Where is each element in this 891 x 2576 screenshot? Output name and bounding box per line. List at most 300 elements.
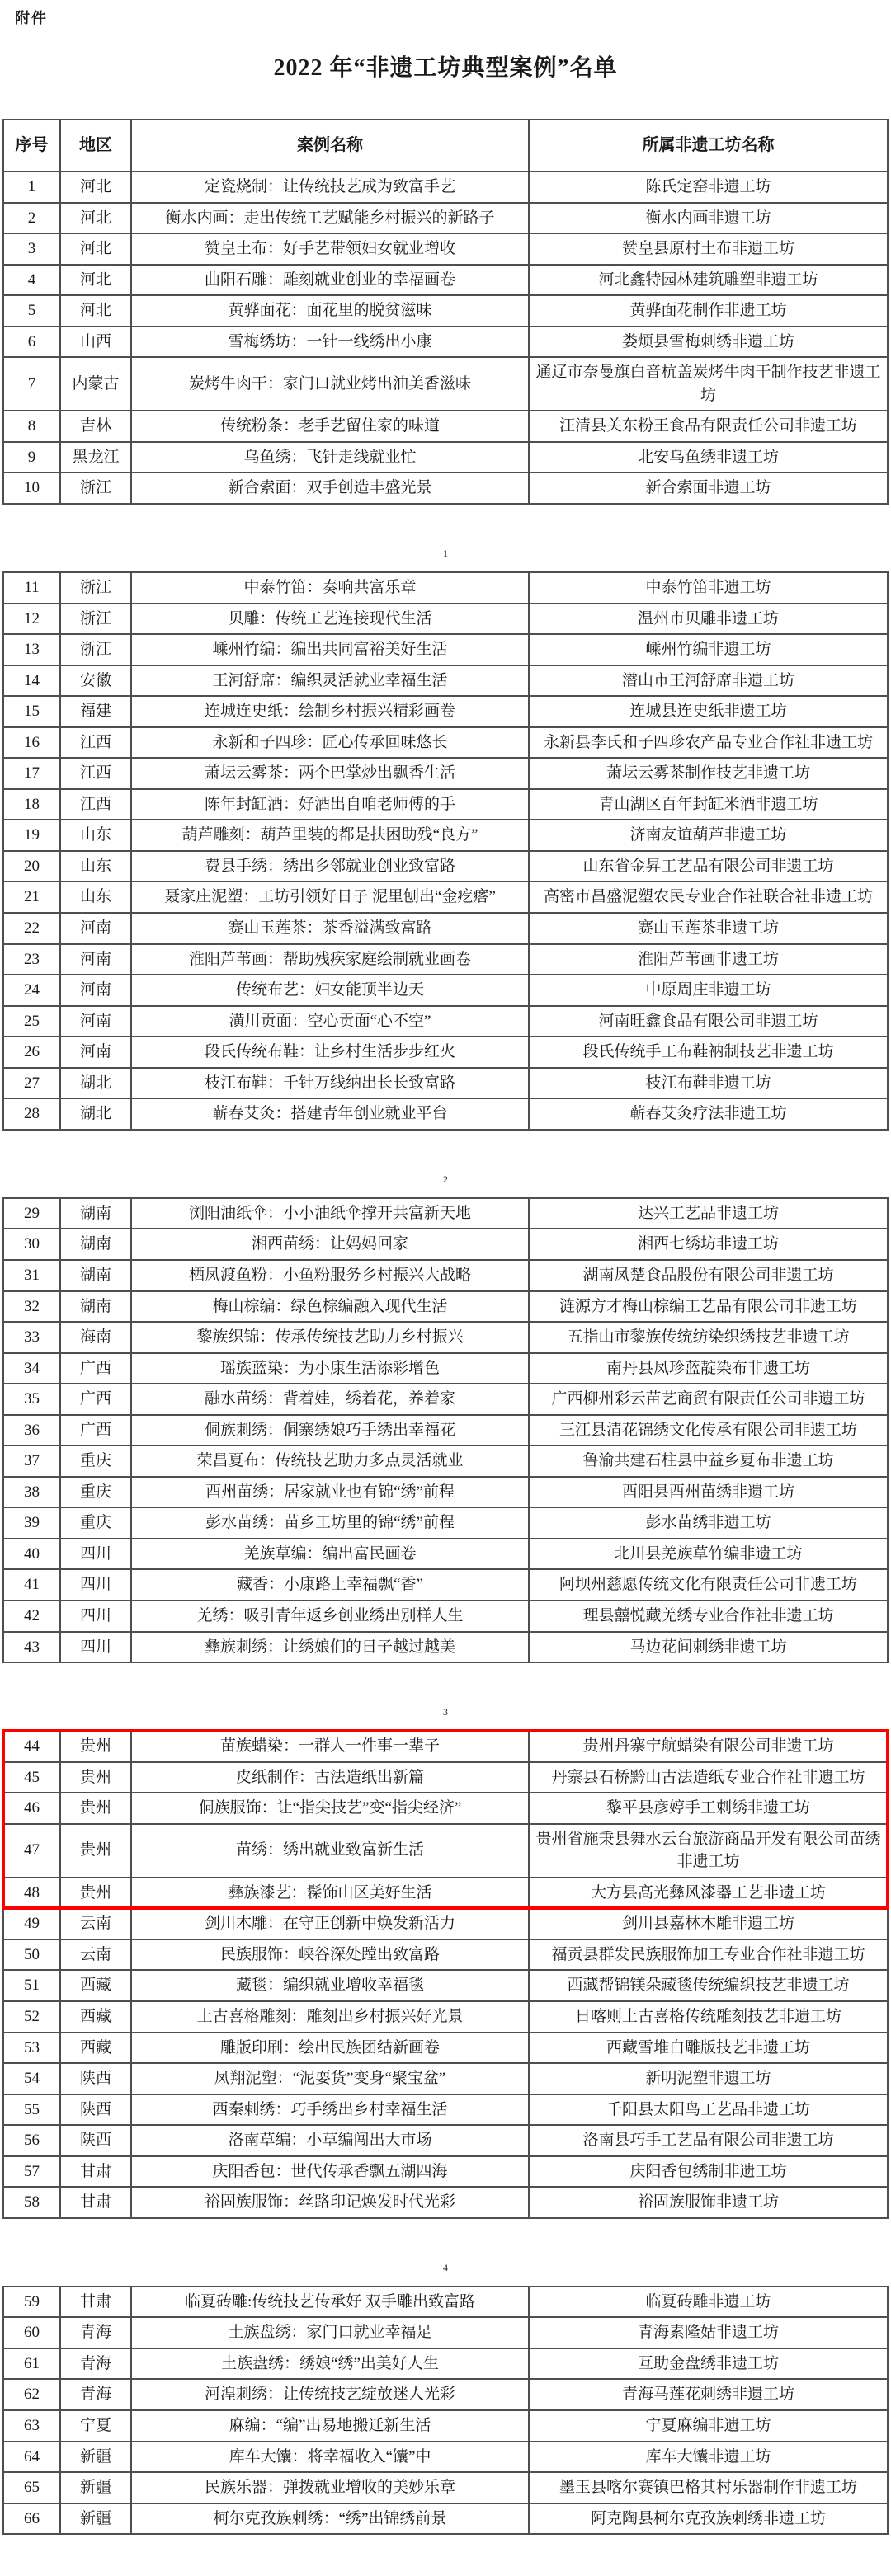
- case-name-cell: 土古喜格雕刻：雕刻出乡村振兴好光景: [131, 2001, 529, 2033]
- table-row: [3, 2442, 888, 2473]
- row-no-cell: 35: [3, 1384, 60, 1415]
- case-name-cell: 侗族服饰：让“指尖技艺”变“指尖经济”: [131, 1793, 529, 1824]
- region-cell: 甘肃: [60, 2287, 131, 2318]
- case-name-cell: 蕲春艾灸：搭建青年创业就业平台: [131, 1098, 529, 1130]
- region-cell: 江西: [60, 789, 131, 820]
- row-no-cell: 33: [3, 1322, 60, 1353]
- table-row: [3, 2187, 888, 2218]
- table-row: [3, 1477, 888, 1508]
- region-cell: 贵州: [60, 1824, 131, 1878]
- case-name-cell: 彝族刺绣：让绣娘们的日子越过越美: [131, 1632, 529, 1663]
- case-name-cell: 裕固族服饰：丝路印记焕发时代光彩: [131, 2187, 529, 2218]
- row-no-cell: 58: [3, 2187, 60, 2218]
- column-header-case: 案例名称: [131, 120, 529, 172]
- row-no-cell: 54: [3, 2063, 60, 2094]
- region-cell: 青海: [60, 2379, 131, 2410]
- table-row: [3, 2001, 888, 2033]
- table-row: [3, 1006, 888, 1037]
- table-row: [3, 1762, 888, 1793]
- workshop-name-cell: 涟源方才梅山棕编工艺品有限公司非遗工坊: [529, 1291, 888, 1323]
- row-no-cell: 7: [3, 357, 60, 411]
- case-name-cell: 新合索面：双手创造丰盛光景: [131, 472, 529, 504]
- case-name-cell: 曲阳石雕：雕刻就业创业的幸福画卷: [131, 265, 529, 296]
- row-no-cell: 66: [3, 2503, 60, 2535]
- page-number: 1: [443, 548, 448, 560]
- case-name-cell: 藏毯：编织就业增收幸福毯: [131, 1970, 529, 2001]
- row-no-cell: 41: [3, 1569, 60, 1601]
- workshop-name-cell: 理县囍悦藏羌绣专业合作社非遗工坊: [529, 1601, 888, 1632]
- case-name-cell: 黄骅面花：面花里的脱贫滋味: [131, 295, 529, 327]
- row-no-cell: 20: [3, 851, 60, 882]
- case-name-cell: 民族服饰：峡谷深处蹚出致富路: [131, 1939, 529, 1971]
- case-name-cell: 土族盘绣：家门口就业幸福足: [131, 2317, 529, 2348]
- table-row: [3, 2410, 888, 2442]
- case-name-cell: 赛山玉莲茶：茶香溢满致富路: [131, 913, 529, 944]
- case-name-cell: 枝江布鞋：千针万线纳出长长致富路: [131, 1068, 529, 1099]
- region-cell: 河南: [60, 1006, 131, 1037]
- workshop-name-cell: 北川县羌族草竹编非遗工坊: [529, 1539, 888, 1570]
- case-name-cell: 黎族织锦：传承传统技艺助力乡村振兴: [131, 1322, 529, 1353]
- table-row: [3, 2033, 888, 2064]
- workshop-name-cell: 福贡县群发民族服饰加工专业合作社非遗工坊: [529, 1939, 888, 1971]
- workshop-name-cell: 阿坝州慈愿传统文化有限责任公司非遗工坊: [529, 1569, 888, 1601]
- row-no-cell: 64: [3, 2442, 60, 2473]
- case-name-cell: 民族乐器：弹拨就业增收的美妙乐章: [131, 2472, 529, 2503]
- workshop-name-cell: 湘西七绣坊非遗工坊: [529, 1229, 888, 1260]
- region-cell: 吉林: [60, 411, 131, 442]
- region-cell: 湖南: [60, 1260, 131, 1291]
- row-no-cell: 28: [3, 1098, 60, 1130]
- row-no-cell: 51: [3, 1970, 60, 2001]
- case-name-cell: 西秦刺绣：巧手绣出乡村幸福生活: [131, 2094, 529, 2126]
- workshop-name-cell: 彭水苗绣非遗工坊: [529, 1507, 888, 1539]
- case-table-page-1: [2, 119, 889, 505]
- case-name-cell: 苗绣：绣出就业致富新生活: [131, 1824, 529, 1878]
- region-cell: 重庆: [60, 1477, 131, 1508]
- row-no-cell: 26: [3, 1037, 60, 1068]
- case-name-cell: 栖凤渡鱼粉：小鱼粉服务乡村振兴大战略: [131, 1260, 529, 1291]
- region-cell: 青海: [60, 2348, 131, 2380]
- workshop-name-cell: 济南友谊葫芦非遗工坊: [529, 820, 888, 851]
- workshop-name-cell: 墨玉县喀尔赛镇巴格其村乐器制作非遗工坊: [529, 2472, 888, 2503]
- region-cell: 贵州: [60, 1762, 131, 1793]
- region-cell: 陕西: [60, 2094, 131, 2126]
- row-no-cell: 36: [3, 1415, 60, 1446]
- workshop-name-cell: 萧坛云雾茶制作技艺非遗工坊: [529, 758, 888, 789]
- row-no-cell: 55: [3, 2094, 60, 2126]
- workshop-name-cell: 大方县高光彝风漆器工艺非遗工坊: [529, 1878, 888, 1909]
- region-cell: 新疆: [60, 2472, 131, 2503]
- workshop-name-cell: 永新县李氏和子四珍农产品专业合作社非遗工坊: [529, 727, 888, 759]
- region-cell: 四川: [60, 1539, 131, 1570]
- row-no-cell: 4: [3, 265, 60, 296]
- row-no-cell: 5: [3, 295, 60, 327]
- workshop-name-cell: 山东省金昇工艺品有限公司非遗工坊: [529, 851, 888, 882]
- workshop-name-cell: 段氏传统手工布鞋衲制技艺非遗工坊: [529, 1037, 888, 1068]
- workshop-name-cell: 连城县连史纸非遗工坊: [529, 696, 888, 727]
- row-no-cell: 27: [3, 1068, 60, 1099]
- region-cell: 贵州: [60, 1731, 131, 1762]
- region-cell: 新疆: [60, 2503, 131, 2535]
- page-number: 4: [443, 2261, 448, 2273]
- table-row: [3, 1569, 888, 1601]
- workshop-name-cell: 衡水内画非遗工坊: [529, 203, 888, 234]
- row-no-cell: 22: [3, 913, 60, 944]
- table-row: [3, 411, 888, 442]
- table-row: [3, 172, 888, 203]
- region-cell: 山西: [60, 327, 131, 358]
- table-row: [3, 1731, 888, 1762]
- workshop-name-cell: 五指山市黎族传统纺染织绣技艺非遗工坊: [529, 1322, 888, 1353]
- workshop-name-cell: 日喀则土古喜格传统雕刻技艺非遗工坊: [529, 2001, 888, 2033]
- table-row: [3, 1908, 888, 1939]
- region-cell: 湖南: [60, 1229, 131, 1260]
- case-name-cell: 麻编：“编”出易地搬迁新生活: [131, 2410, 529, 2442]
- row-no-cell: 63: [3, 2410, 60, 2442]
- workshop-name-cell: 广西柳州彩云苗艺商贸有限责任公司非遗工坊: [529, 1384, 888, 1415]
- region-cell: 河北: [60, 233, 131, 265]
- table-row: [3, 357, 888, 411]
- region-cell: 重庆: [60, 1445, 131, 1477]
- table-body: [3, 572, 888, 1130]
- table-row: [3, 2156, 888, 2188]
- region-cell: 甘肃: [60, 2156, 131, 2188]
- table-header-row: [3, 120, 888, 172]
- table-row: [3, 1878, 888, 1909]
- column-header-workshop: 所属非遗工坊名称: [529, 120, 888, 172]
- workshop-name-cell: 嵊州竹编非遗工坊: [529, 634, 888, 665]
- workshop-name-cell: 青海马莲花刺绣非遗工坊: [529, 2379, 888, 2410]
- workshop-name-cell: 达兴工艺品非遗工坊: [529, 1198, 888, 1229]
- row-no-cell: 59: [3, 2287, 60, 2318]
- row-no-cell: 17: [3, 758, 60, 789]
- row-no-cell: 14: [3, 665, 60, 697]
- row-no-cell: 62: [3, 2379, 60, 2410]
- case-name-cell: 传统布艺：妇女能顶半边天: [131, 975, 529, 1006]
- case-name-cell: 库车大馕：将幸福收入“馕”中: [131, 2442, 529, 2473]
- table-row: [3, 1539, 888, 1570]
- region-cell: 浙江: [60, 604, 131, 635]
- row-no-cell: 48: [3, 1878, 60, 1909]
- row-no-cell: 3: [3, 233, 60, 265]
- row-no-cell: 24: [3, 975, 60, 1006]
- workshop-name-cell: 贵州省施秉县舞水云台旅游商品开发有限公司苗绣非遗工坊: [529, 1824, 888, 1878]
- row-no-cell: 34: [3, 1353, 60, 1384]
- table-row: [3, 2094, 888, 2126]
- case-name-cell: 剑川木雕：在守正创新中焕发新活力: [131, 1908, 529, 1939]
- table-row: [3, 203, 888, 234]
- case-table-page-2: [2, 571, 889, 1131]
- region-cell: 陕西: [60, 2125, 131, 2156]
- region-cell: 浙江: [60, 572, 131, 604]
- row-no-cell: 60: [3, 2317, 60, 2348]
- region-cell: 西藏: [60, 2033, 131, 2064]
- table-row: [3, 851, 888, 882]
- workshop-name-cell: 青海素隆姑非遗工坊: [529, 2317, 888, 2348]
- row-no-cell: 32: [3, 1291, 60, 1323]
- case-name-cell: 衡水内画：走出传统工艺赋能乡村振兴的新路子: [131, 203, 529, 234]
- case-name-cell: 嵊州竹编：编出共同富裕美好生活: [131, 634, 529, 665]
- case-name-cell: 彭水苗绣：苗乡工坊里的锦“绣”前程: [131, 1507, 529, 1539]
- row-no-cell: 56: [3, 2125, 60, 2156]
- case-name-cell: 羌绣：吸引青年返乡创业绣出别样人生: [131, 1601, 529, 1632]
- table-row: [3, 881, 888, 913]
- table-row: [3, 789, 888, 820]
- row-no-cell: 37: [3, 1445, 60, 1477]
- case-name-cell: 洛南草编：小草编闯出大市场: [131, 2125, 529, 2156]
- region-cell: 广西: [60, 1415, 131, 1446]
- row-no-cell: 23: [3, 944, 60, 975]
- page-number: 3: [443, 1706, 448, 1718]
- row-no-cell: 29: [3, 1198, 60, 1229]
- attachment-label: 附件: [15, 10, 48, 26]
- table-row: [3, 975, 888, 1006]
- region-cell: 青海: [60, 2317, 131, 2348]
- row-no-cell: 19: [3, 820, 60, 851]
- region-cell: 宁夏: [60, 2410, 131, 2442]
- region-cell: 湖南: [60, 1198, 131, 1229]
- row-no-cell: 42: [3, 1601, 60, 1632]
- row-no-cell: 30: [3, 1229, 60, 1260]
- workshop-name-cell: 南丹县凤珍蓝靛染布非遗工坊: [529, 1353, 888, 1384]
- workshop-name-cell: 酉阳县酉州苗绣非遗工坊: [529, 1477, 888, 1508]
- workshop-name-cell: 互助金盘绣非遗工坊: [529, 2348, 888, 2380]
- region-cell: 湖北: [60, 1098, 131, 1130]
- region-cell: 河北: [60, 265, 131, 296]
- region-cell: 新疆: [60, 2442, 131, 2473]
- table-row: [3, 634, 888, 665]
- row-no-cell: 65: [3, 2472, 60, 2503]
- case-name-cell: 侗族刺绣：侗寨绣娘巧手绣出幸福花: [131, 1415, 529, 1446]
- row-no-cell: 44: [3, 1731, 60, 1762]
- region-cell: 甘肃: [60, 2187, 131, 2218]
- row-no-cell: 13: [3, 634, 60, 665]
- case-table-page-5: [2, 2286, 889, 2535]
- table-row: [3, 1445, 888, 1477]
- row-no-cell: 25: [3, 1006, 60, 1037]
- region-cell: 陕西: [60, 2063, 131, 2094]
- workshop-name-cell: 千阳县太阳鸟工艺品非遗工坊: [529, 2094, 888, 2126]
- case-name-cell: 葫芦雕刻：葫芦里装的都是扶困助残“良方”: [131, 820, 529, 851]
- workshop-name-cell: 剑川县嘉林木雕非遗工坊: [529, 1908, 888, 1939]
- region-cell: 浙江: [60, 472, 131, 504]
- case-name-cell: 段氏传统布鞋：让乡村生活步步红火: [131, 1037, 529, 1068]
- row-no-cell: 38: [3, 1477, 60, 1508]
- region-cell: 江西: [60, 727, 131, 759]
- workshop-name-cell: 庆阳香包绣制非遗工坊: [529, 2156, 888, 2188]
- workshop-name-cell: 临夏砖雕非遗工坊: [529, 2287, 888, 2318]
- table-row: [3, 696, 888, 727]
- workshop-name-cell: 阿克陶县柯尔克孜族刺绣非遗工坊: [529, 2503, 888, 2535]
- row-no-cell: 53: [3, 2033, 60, 2064]
- workshop-name-cell: 西藏帮锦镁朵藏毯传统编织技艺非遗工坊: [529, 1970, 888, 2001]
- region-cell: 广西: [60, 1384, 131, 1415]
- case-name-cell: 贝雕：传统工艺连接现代生活: [131, 604, 529, 635]
- case-name-cell: 赞皇土布：好手艺带领妇女就业增收: [131, 233, 529, 265]
- case-name-cell: 炭烤牛肉干：家门口就业烤出油美香滋味: [131, 357, 529, 411]
- table-body: [3, 2287, 888, 2534]
- case-table-page-4: [2, 1730, 889, 2219]
- case-name-cell: 萧坛云雾茶：两个巴掌炒出飘香生活: [131, 758, 529, 789]
- column-header-region: 地区: [60, 120, 131, 172]
- table-row: [3, 604, 888, 635]
- table-row: [3, 2472, 888, 2503]
- case-name-cell: 融水苗绣：背着娃，绣着花，养着家: [131, 1384, 529, 1415]
- case-name-cell: 浏阳油纸伞：小小油纸伞撑开共富新天地: [131, 1198, 529, 1229]
- row-no-cell: 16: [3, 727, 60, 759]
- table-row: [3, 1068, 888, 1099]
- table-row: [3, 1291, 888, 1323]
- row-no-cell: 6: [3, 327, 60, 358]
- table-row: [3, 1601, 888, 1632]
- row-no-cell: 61: [3, 2348, 60, 2380]
- region-cell: 四川: [60, 1601, 131, 1632]
- table-row: [3, 327, 888, 358]
- workshop-name-cell: 通辽市奈曼旗白音杭盖炭烤牛肉干制作技艺非遗工坊: [529, 357, 888, 411]
- case-name-cell: 彝族漆艺：髹饰山区美好生活: [131, 1878, 529, 1909]
- workshop-name-cell: 鲁渝共建石柱县中益乡夏布非遗工坊: [529, 1445, 888, 1477]
- region-cell: 贵州: [60, 1878, 131, 1909]
- region-cell: 海南: [60, 1322, 131, 1353]
- row-no-cell: 2: [3, 203, 60, 234]
- region-cell: 河南: [60, 1037, 131, 1068]
- region-cell: 河北: [60, 203, 131, 234]
- row-no-cell: 10: [3, 472, 60, 504]
- case-name-cell: 连城连史纸：绘制乡村振兴精彩画卷: [131, 696, 529, 727]
- table-row: [3, 442, 888, 473]
- page-title: 2022 年“非遗工坊典型案例”名单: [273, 55, 618, 81]
- region-cell: 山东: [60, 881, 131, 913]
- row-no-cell: 15: [3, 696, 60, 727]
- row-no-cell: 57: [3, 2156, 60, 2188]
- workshop-name-cell: 赛山玉莲茶非遗工坊: [529, 913, 888, 944]
- table-row: [3, 2287, 888, 2318]
- region-cell: 西藏: [60, 2001, 131, 2033]
- row-no-cell: 45: [3, 1762, 60, 1793]
- table-row: [3, 1037, 888, 1068]
- case-name-cell: 土族盘绣：绣娘“绣”出美好人生: [131, 2348, 529, 2380]
- case-name-cell: 庆阳香包：世代传承香飘五湖四海: [131, 2156, 529, 2188]
- workshop-name-cell: 河南旺鑫食品有限公司非遗工坊: [529, 1006, 888, 1037]
- table-row: [3, 727, 888, 759]
- workshop-name-cell: 新合索面非遗工坊: [529, 472, 888, 504]
- table-row: [3, 1793, 888, 1824]
- table-row: [3, 572, 888, 604]
- table-row: [3, 295, 888, 327]
- table-row: [3, 472, 888, 504]
- table-row: [3, 820, 888, 851]
- table-row: [3, 944, 888, 975]
- table-body: [3, 1198, 888, 1662]
- workshop-name-cell: 蕲春艾灸疗法非遗工坊: [529, 1098, 888, 1130]
- row-no-cell: 8: [3, 411, 60, 442]
- case-name-cell: 湘西苗绣：让妈妈回家: [131, 1229, 529, 1260]
- case-name-cell: 永新和子四珍：匠心传承回味悠长: [131, 727, 529, 759]
- region-cell: 湖南: [60, 1291, 131, 1323]
- case-name-cell: 河湟刺绣：让传统技艺绽放迷人光彩: [131, 2379, 529, 2410]
- table-row: [3, 1229, 888, 1260]
- table-row: [3, 1322, 888, 1353]
- region-cell: 河南: [60, 913, 131, 944]
- workshop-name-cell: 北安乌鱼绣非遗工坊: [529, 442, 888, 473]
- case-name-cell: 临夏砖雕:传统技艺传承好 双手雕出致富路: [131, 2287, 529, 2318]
- region-cell: 安徽: [60, 665, 131, 697]
- region-cell: 福建: [60, 696, 131, 727]
- table-row: [3, 1939, 888, 1971]
- page-number: 2: [443, 1173, 448, 1185]
- table-row: [3, 233, 888, 265]
- row-no-cell: 31: [3, 1260, 60, 1291]
- workshop-name-cell: 三江县清花锦绣文化传承有限公司非遗工坊: [529, 1415, 888, 1446]
- table-row: [3, 2125, 888, 2156]
- workshop-name-cell: 枝江布鞋非遗工坊: [529, 1068, 888, 1099]
- case-name-cell: 潢川贡面：空心贡面“心不空”: [131, 1006, 529, 1037]
- table-row: [3, 2503, 888, 2535]
- case-name-cell: 传统粉条：老手艺留住家的味道: [131, 411, 529, 442]
- workshop-name-cell: 陈氏定窑非遗工坊: [529, 172, 888, 203]
- case-name-cell: 乌鱼绣：飞针走线就业忙: [131, 442, 529, 473]
- region-cell: 黑龙江: [60, 442, 131, 473]
- workshop-name-cell: 河北鑫特园林建筑雕塑非遗工坊: [529, 265, 888, 296]
- highlight-box: [3, 1731, 888, 1908]
- case-name-cell: 中泰竹笛：奏响共富乐章: [131, 572, 529, 604]
- workshop-name-cell: 中泰竹笛非遗工坊: [529, 572, 888, 604]
- workshop-name-cell: 淮阳芦苇画非遗工坊: [529, 944, 888, 975]
- column-header-no: 序号: [3, 120, 60, 172]
- region-cell: 西藏: [60, 1970, 131, 2001]
- case-name-cell: 羌族草编：编出富民画卷: [131, 1539, 529, 1570]
- row-no-cell: 40: [3, 1539, 60, 1570]
- table-row: [3, 1970, 888, 2001]
- table-row: [3, 1353, 888, 1384]
- workshop-name-cell: 温州市贝雕非遗工坊: [529, 604, 888, 635]
- workshop-name-cell: 赞皇县原村土布非遗工坊: [529, 233, 888, 265]
- region-cell: 云南: [60, 1939, 131, 1971]
- table-row: [3, 913, 888, 944]
- case-name-cell: 荣昌夏布：传统技艺助力多点灵活就业: [131, 1445, 529, 1477]
- workshop-name-cell: 丹寨县石桥黔山古法造纸专业合作社非遗工坊: [529, 1762, 888, 1793]
- case-name-cell: 瑶族蓝染：为小康生活添彩增色: [131, 1353, 529, 1384]
- case-name-cell: 王河舒席：编织灵活就业幸福生活: [131, 665, 529, 697]
- region-cell: 河北: [60, 295, 131, 327]
- case-name-cell: 定瓷烧制：让传统技艺成为致富手艺: [131, 172, 529, 203]
- row-no-cell: 52: [3, 2001, 60, 2033]
- table-row: [3, 1824, 888, 1878]
- table-row: [3, 2348, 888, 2380]
- table-row: [3, 265, 888, 296]
- case-name-cell: 陈年封缸酒：好酒出自咱老师傅的手: [131, 789, 529, 820]
- row-no-cell: 43: [3, 1632, 60, 1663]
- region-cell: 江西: [60, 758, 131, 789]
- workshop-name-cell: 西藏雪堆白雕版技艺非遗工坊: [529, 2033, 888, 2064]
- table-body: [3, 172, 888, 504]
- workshop-name-cell: 高密市昌盛泥塑农民专业合作社联合社非遗工坊: [529, 881, 888, 913]
- table-row: [3, 1507, 888, 1539]
- case-name-cell: 酉州苗绣：居家就业也有锦“绣”前程: [131, 1477, 529, 1508]
- workshop-name-cell: 新明泥塑非遗工坊: [529, 2063, 888, 2094]
- case-name-cell: 聂家庄泥塑：工坊引领好日子 泥里刨出“金疙瘩”: [131, 881, 529, 913]
- table-row: [3, 1632, 888, 1663]
- row-no-cell: 50: [3, 1939, 60, 1971]
- table-row: [3, 665, 888, 697]
- case-table-page-3: [2, 1197, 889, 1663]
- row-no-cell: 12: [3, 604, 60, 635]
- workshop-name-cell: 黎平县彦婷手工刺绣非遗工坊: [529, 1793, 888, 1824]
- region-cell: 山东: [60, 820, 131, 851]
- workshop-name-cell: 黄骅面花制作非遗工坊: [529, 295, 888, 327]
- row-no-cell: 1: [3, 172, 60, 203]
- case-name-cell: 费县手绣：绣出乡邻就业创业致富路: [131, 851, 529, 882]
